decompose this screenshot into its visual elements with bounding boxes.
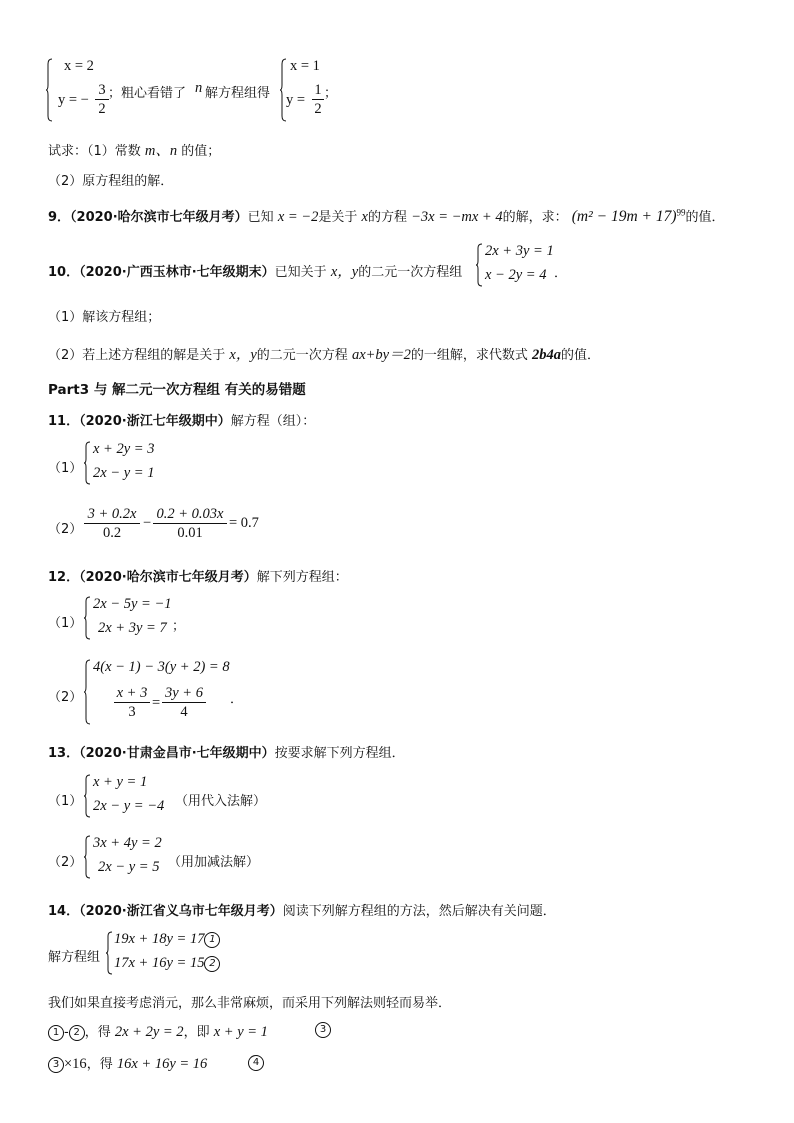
q13-p1-label: （1）: [48, 794, 83, 809]
q10-part2-c: 的一组解，求代数式: [410, 348, 528, 363]
q14-step-2-mark: [248, 1055, 264, 1071]
q12-p2-equals: =: [152, 695, 161, 711]
q13-text: 按要求解下列方程组．: [274, 746, 405, 761]
q10-text2: 的二元一次方程组: [358, 265, 463, 280]
q12-system-1: [84, 596, 174, 640]
step2-times: ×16: [64, 1056, 87, 1072]
q14-eq2: 17x + 16y = 15 2: [114, 955, 220, 972]
q13-source: （2020·甘肃金昌市·七年级期中）: [79, 746, 275, 761]
q12-p1-eq2: 2x + 3y = 7: [98, 620, 167, 636]
circled-number-2: 2: [204, 956, 220, 972]
system-1-eq1: x = 2: [64, 58, 94, 74]
q11-p1-label: （1）: [48, 461, 83, 476]
q12-p2-eq1: 4(x − 1) − 3(y + 2) = 8: [93, 659, 230, 675]
step2-eq: 16x + 16y = 16: [116, 1056, 208, 1072]
q10-eq2: x − 2y = 4: [485, 267, 547, 283]
circled-number-4: 4: [248, 1055, 264, 1071]
q10-vars: x，y: [330, 264, 359, 280]
q11-minus: −: [143, 515, 152, 531]
q10-part2-eq: ax+by＝2: [351, 347, 411, 363]
ask-text: 试求：（1）常数: [48, 144, 141, 159]
question-11-header: [48, 410, 315, 429]
q12-number: 12．: [48, 570, 80, 585]
system-2-eq2-fraction: 1 2: [312, 82, 324, 117]
q14-number: 14．: [48, 904, 80, 919]
circled-number-1: 1: [48, 1025, 64, 1041]
q9-source: （2020·哈尔滨市七年级月考）: [70, 210, 248, 225]
question-10-header: [48, 260, 462, 281]
q10-end: ．: [554, 266, 568, 281]
q13-number: 13．: [48, 746, 80, 761]
q9-text3: 的方程: [367, 210, 407, 225]
q14-label: 解方程组: [48, 950, 101, 965]
q12-system-2: [84, 659, 244, 725]
system-1-eq2-fraction: 3 2: [95, 82, 109, 117]
circled-number-1: 1: [204, 932, 220, 948]
q9-condition: x = −2: [277, 209, 319, 225]
top-end-punct: ；: [324, 86, 338, 101]
q12-p1-end: ；: [172, 619, 186, 634]
circled-number-3: 3: [315, 1022, 331, 1038]
q10-part2-b: 的二元一次方程: [256, 348, 348, 363]
brace-icon: [84, 774, 90, 818]
q11-number: 11．: [48, 414, 80, 429]
q10-text1: 已知关于: [274, 265, 327, 280]
q14-text: 阅读下列解方程组的方法，然后解决有关问题．: [282, 904, 556, 919]
q11-p2-label: （2）: [48, 522, 83, 537]
brace-icon: [476, 243, 482, 287]
q10-number: 10．: [48, 265, 80, 280]
q10-system: [476, 243, 556, 287]
system-2: [280, 58, 330, 122]
q9-text1: 已知: [247, 210, 274, 225]
q9-var-x: x: [361, 209, 368, 225]
ask-vars: m、n: [144, 143, 178, 159]
q13-p2-label: （2）: [48, 855, 83, 870]
brace-icon: [84, 596, 90, 640]
q14-step-1: [48, 1021, 268, 1041]
q13-system-2: [84, 835, 174, 879]
q14-eq1: 19x + 18y = 17 1: [114, 931, 220, 948]
ask-line-1: [48, 139, 220, 160]
question-14-header: [48, 900, 556, 919]
q9-equation: −3x = −mx + 4: [411, 209, 503, 225]
q11-system: [84, 441, 164, 485]
q10-source: （2020·广西玉林市·七年级期末）: [79, 265, 275, 280]
q12-p2-fraction-2: 3y + 6 4: [162, 685, 206, 720]
step1-dash: -: [64, 1025, 69, 1040]
q9-text2: 是关于: [318, 210, 358, 225]
q12-p2-end: ．: [230, 692, 244, 707]
q13-p1-eq2: 2x − y = −4: [93, 798, 165, 814]
q12-p1-label: （1）: [48, 616, 83, 631]
q9-text4: 的解，求：: [502, 210, 568, 225]
ask-line-2: （2）原方程组的解．: [48, 174, 174, 189]
system-2-eq1: x = 1: [290, 58, 320, 74]
brace-icon: [280, 58, 286, 122]
ask-end: 的值；: [181, 144, 221, 159]
q9-text5: 的值．: [685, 210, 725, 225]
q12-p2-fraction-1: x + 3 3: [114, 685, 150, 720]
brace-icon: [84, 835, 90, 879]
q10-part2-expr: 2b4a: [532, 347, 562, 363]
q9-expression: (m² − 19m + 17): [571, 208, 677, 225]
system-2-eq2-lhs: y =: [286, 92, 306, 108]
q10-part1: （1）解该方程组；: [48, 310, 161, 325]
q11-eq2: 2x − y = 1: [93, 465, 155, 481]
top-text-2: 解方程组得: [205, 86, 271, 101]
q14-paragraph: 我们如果直接考虑消元，那么非常麻烦，而采用下列解法则轻而易举．: [48, 996, 452, 1011]
q11-source: （2020·浙江七年级期中）: [79, 414, 231, 429]
q13-p1-eq1: x + y = 1: [93, 774, 148, 790]
q14-source: （2020·浙江省义乌市七年级月考）: [79, 904, 283, 919]
q11-eq1: x + 2y = 3: [93, 441, 155, 457]
top-text-1: ；粗心看错了: [108, 86, 187, 101]
question-13-header: [48, 742, 405, 761]
q9-number: 9．: [48, 210, 71, 225]
q12-source: （2020·哈尔滨市七年级月考）: [79, 570, 257, 585]
q12-text: 解下列方程组：: [256, 570, 348, 585]
q11-fraction-1: 3 + 0.2x 0.2: [84, 506, 140, 541]
step1-eq2: x + y = 1: [213, 1024, 268, 1040]
q12-p1-eq1: 2x − 5y = −1: [93, 596, 172, 612]
q11-text: 解方程（组）：: [230, 414, 316, 429]
step1-text: ，得: [84, 1025, 111, 1040]
brace-icon: [84, 659, 90, 725]
q14-system: [106, 931, 236, 975]
q10-eq1: 2x + 3y = 1: [485, 243, 554, 259]
q11-fraction-2: 0.2 + 0.03x 0.01: [153, 506, 227, 541]
question-12-header: [48, 566, 348, 585]
brace-icon: [106, 931, 112, 975]
q11-rhs: = 0.7: [229, 515, 259, 531]
q14-step-2: [48, 1053, 207, 1073]
q12-p2-label: （2）: [48, 690, 83, 705]
brace-icon: [46, 58, 52, 122]
question-9: [48, 206, 725, 226]
circled-number-3: 3: [48, 1057, 64, 1073]
top-var-n: n: [195, 80, 203, 96]
brace-icon: [84, 441, 90, 485]
step2-text: ，得: [86, 1057, 113, 1072]
q9-exponent: 99: [676, 207, 686, 218]
q13-p2-eq1: 3x + 4y = 2: [93, 835, 162, 851]
q13-p1-method: （用代入法解）: [175, 794, 267, 809]
system-1: [46, 58, 106, 122]
q13-p2-method: （用加减法解）: [168, 855, 260, 870]
q10-part2: [48, 343, 600, 364]
part3-heading: Part3 与 解二元一次方程组 有关的易错题: [48, 382, 306, 398]
q14-step-1-mark: [315, 1022, 331, 1038]
step1-text2: ，即: [183, 1025, 210, 1040]
q10-part2-a: （2）若上述方程组的解是关于: [48, 348, 226, 363]
q10-part2-vars: x，y: [229, 347, 257, 363]
q13-system-1: [84, 774, 174, 818]
q10-part2-d: 的值．: [561, 348, 601, 363]
circled-number-2: 2: [69, 1025, 85, 1041]
system-1-eq2-lhs: y = −: [58, 92, 89, 108]
q13-p2-eq2: 2x − y = 5: [98, 859, 160, 875]
step1-eq: 2x + 2y = 2: [114, 1024, 184, 1040]
